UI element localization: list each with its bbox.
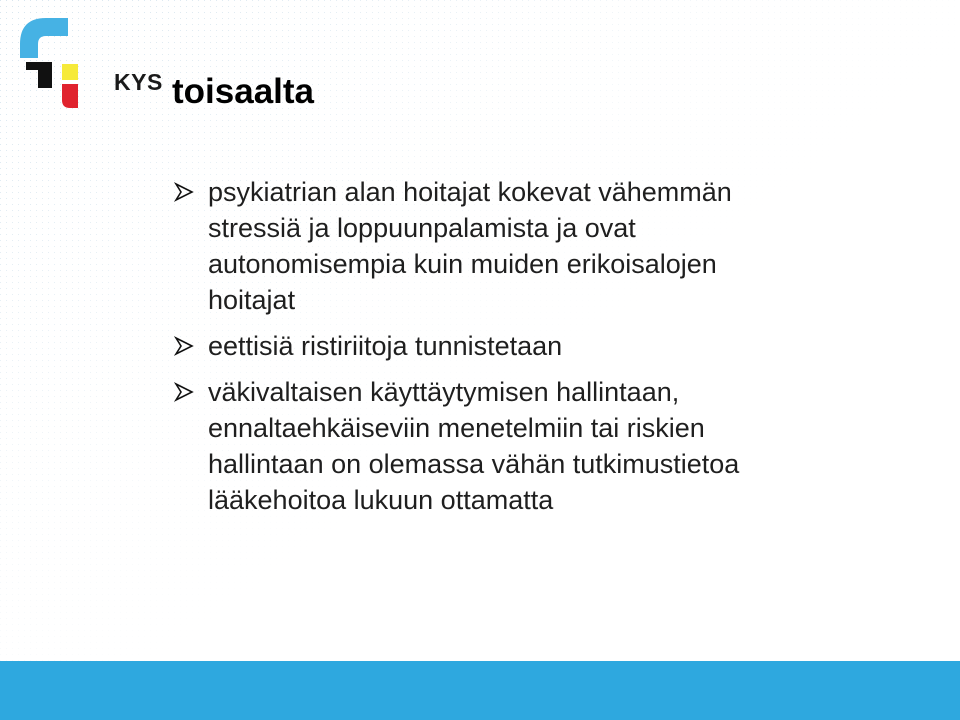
bullet-text-line: lääkehoitoa lukuun ottamatta (208, 485, 554, 515)
kys-logo-text: KYS (114, 69, 163, 95)
bullet-text-line: autonomisempia kuin muiden erikoisalojen (208, 249, 717, 279)
bullet-text-line: väkivaltaisen käyttäytymisen hallintaan, (208, 377, 680, 407)
kys-logo (18, 14, 163, 114)
bullet-list (174, 174, 874, 528)
bullet-text-line: eettisiä ristiriitoja tunnistetaan (208, 331, 563, 361)
bullet-text-line: psykiatrian alan hoitajat kokevat vähemmän (208, 177, 732, 207)
bullet-item (174, 328, 874, 364)
arrowhead-bullet-icon (174, 182, 194, 202)
bullet-text-line: stressiä ja loppuunpalamista ja ovat (208, 213, 636, 243)
arrowhead-bullet-icon (174, 382, 194, 402)
bullet-item (174, 374, 874, 518)
slide-title: toisaalta (172, 72, 314, 111)
arrowhead-bullet-icon (174, 336, 194, 356)
bullet-text-line: hallintaan on olemassa vähän tutkimustietoa (208, 449, 740, 479)
bullet-text-line: ennaltaehkäiseviin menetelmiin tai riskien (208, 413, 705, 443)
bullet-text-line: hoitajat (208, 285, 296, 315)
kys-logo-icon (18, 14, 98, 114)
bullet-item (174, 174, 874, 318)
footer-bar (0, 661, 960, 720)
